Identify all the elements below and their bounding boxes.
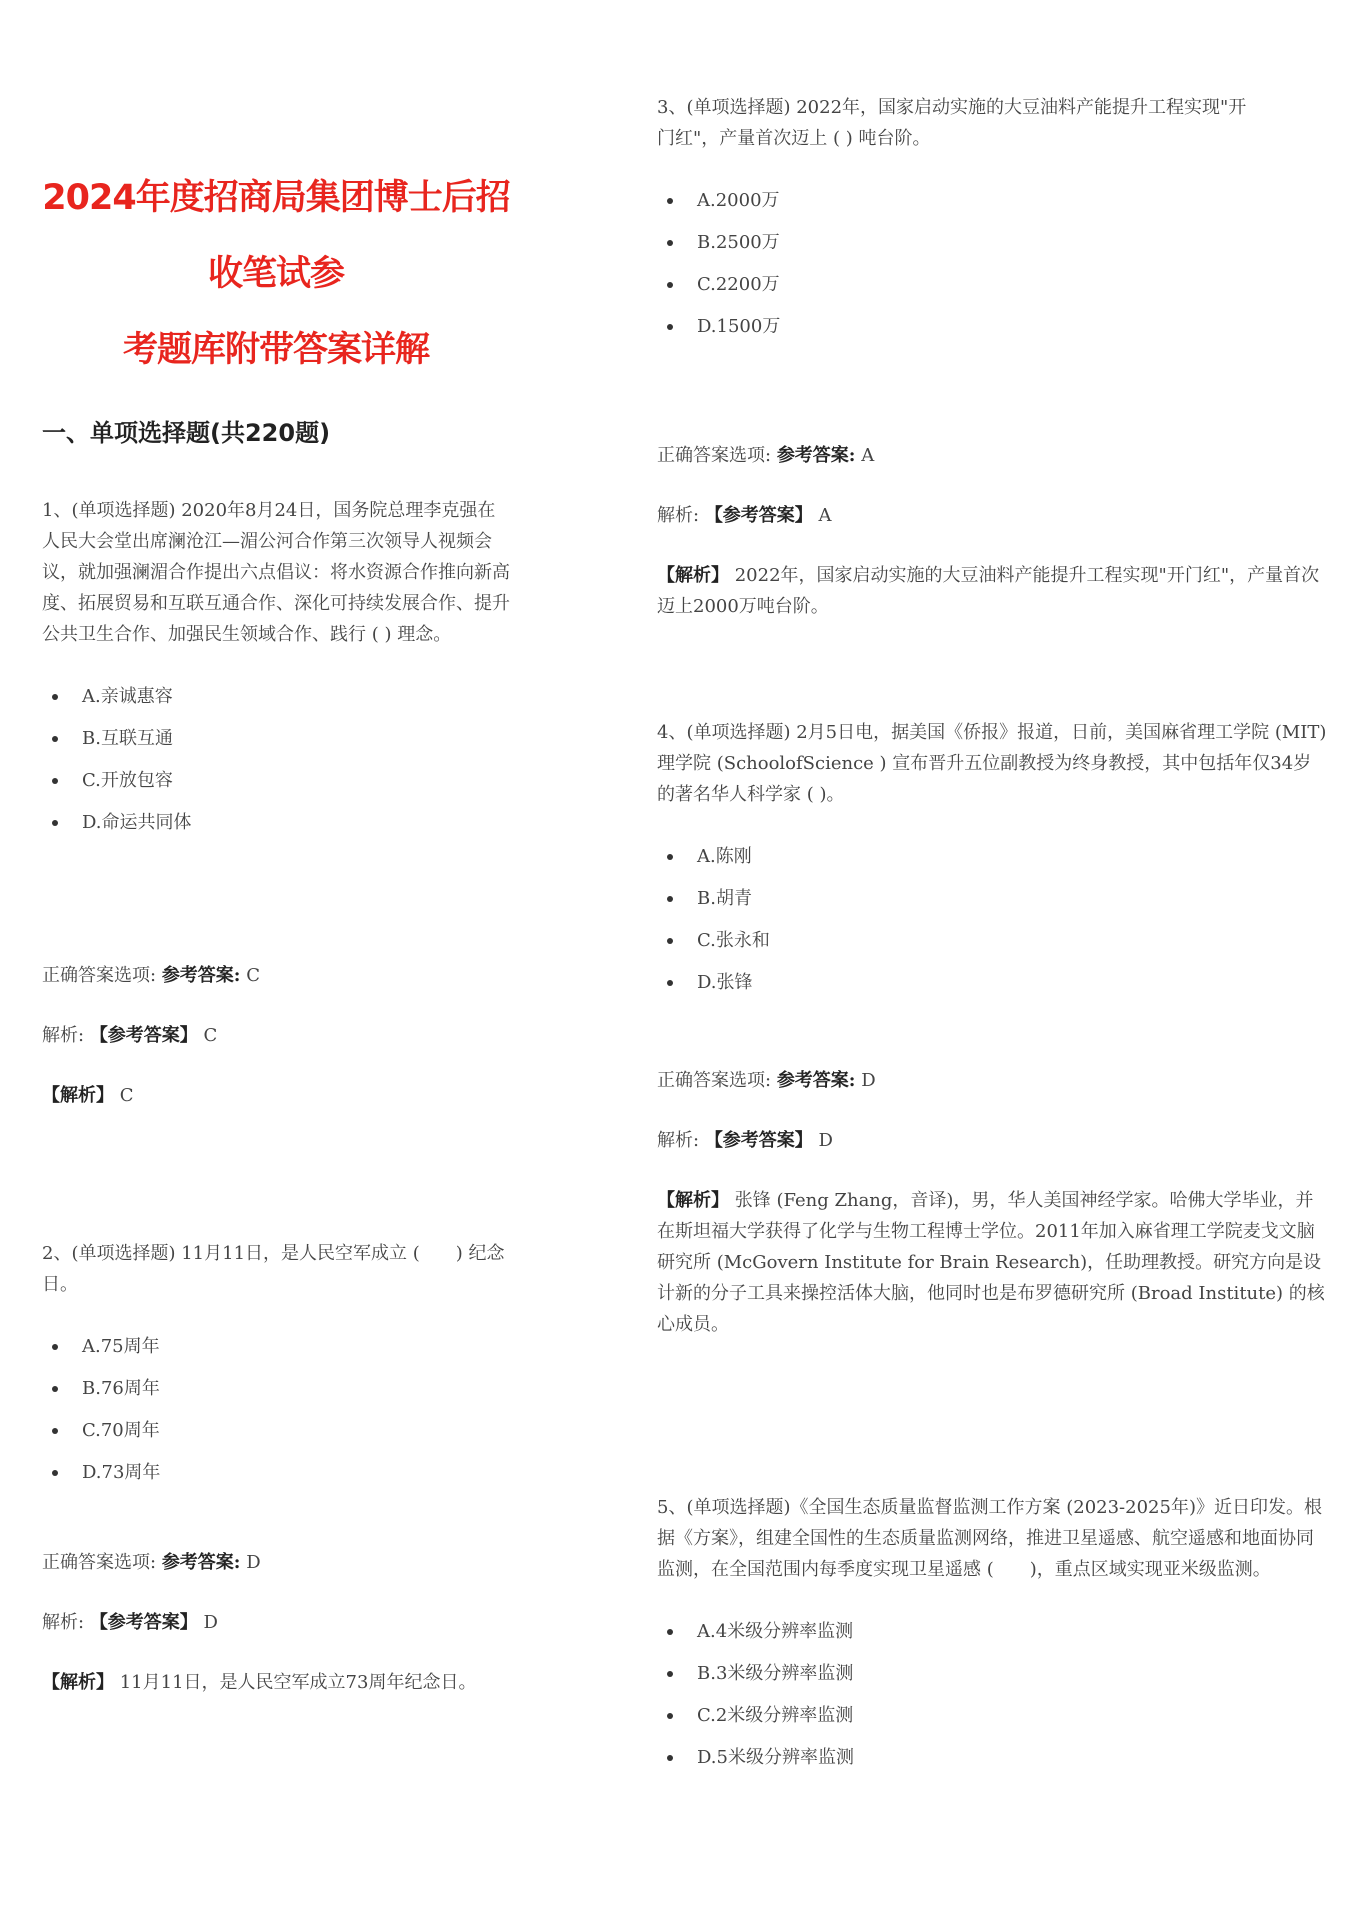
correct-answer-label: 正确答案选项: — [42, 1552, 157, 1573]
explanation-row — [657, 1185, 1327, 1340]
explanation-label: 【解析】 — [42, 1085, 114, 1106]
explanation-label: 【解析】 — [657, 1190, 729, 1211]
option-d[interactable]: D.5米级分辨率监测 — [657, 1737, 1327, 1779]
question-stem: 1、(单项选择题) 2020年8月24日，国务院总理李克强在人民大会堂出席澜沧江—湄公河合作第三次领导人视频会议，就加强澜湄合作提出六点倡议：将水资源合作推向新高度、拓展贸易和互联互通合作、深化可持续发展合作、提升公共卫生合作、加强民生领域合作、践行 ( ) 理念。 — [42, 500, 510, 645]
options-list — [42, 676, 510, 844]
option-d[interactable]: D.张锋 — [657, 962, 1327, 1004]
option-c[interactable]: C.70周年 — [42, 1410, 510, 1452]
options-list — [657, 180, 1257, 348]
answer-block-1 — [42, 960, 510, 1140]
explanation-text: 11月11日，是人民空军成立73周年纪念日。 — [119, 1672, 477, 1693]
correct-answer-row — [657, 1065, 1327, 1096]
options-list — [657, 1611, 1327, 1779]
answer-block-3 — [657, 440, 1327, 651]
correct-answer-row — [42, 1547, 510, 1578]
title-line-1: 2024年度招商局集团博士后招收笔试参 — [42, 178, 510, 294]
analysis-row — [657, 1125, 1327, 1156]
analysis-row — [42, 1020, 510, 1051]
analysis-row — [42, 1607, 510, 1638]
ref-bracket-label: 【参考答案】 — [704, 505, 813, 526]
correct-answer-value: D — [246, 1552, 261, 1573]
analysis-row — [657, 500, 1327, 531]
question-3 — [657, 92, 1257, 348]
question-2 — [42, 1238, 510, 1494]
option-d[interactable]: D.命运共同体 — [42, 802, 510, 844]
option-a[interactable]: A.75周年 — [42, 1326, 510, 1368]
ref-value: D — [818, 1130, 833, 1151]
analysis-label: 解析: — [657, 1130, 700, 1151]
explanation-label: 【解析】 — [657, 565, 729, 586]
option-b[interactable]: B.2500万 — [657, 222, 1257, 264]
explanation-row — [42, 1080, 510, 1111]
analysis-label: 解析: — [657, 505, 700, 526]
ref-bracket-label: 【参考答案】 — [89, 1612, 198, 1633]
correct-answer-label: 正确答案选项: — [657, 445, 772, 466]
explanation-text: 2022年，国家启动实施的大豆油料产能提升工程实现"开门红"，产量首次迈上2000万吨台阶。 — [657, 565, 1320, 617]
explanation-label: 【解析】 — [42, 1672, 114, 1693]
question-5 — [657, 1492, 1327, 1779]
option-c[interactable]: C.张永和 — [657, 920, 1327, 962]
correct-answer-value: A — [861, 445, 875, 466]
option-b[interactable]: B.3米级分辨率监测 — [657, 1653, 1327, 1695]
correct-answer-row — [42, 960, 510, 991]
correct-answer-label: 正确答案选项: — [42, 965, 157, 986]
ref-bracket-label: 【参考答案】 — [704, 1130, 813, 1151]
correct-answer-label: 正确答案选项: — [657, 1070, 772, 1091]
question-stem: 3、(单项选择题) 2022年，国家启动实施的大豆油料产能提升工程实现"开门红"，产量首次迈上 ( ) 吨台阶。 — [657, 97, 1247, 149]
explanation-row — [42, 1667, 510, 1698]
ref-bracket-label: 【参考答案】 — [89, 1025, 198, 1046]
options-list — [657, 836, 1327, 1004]
explanation-row — [657, 560, 1327, 622]
option-d[interactable]: D.73周年 — [42, 1452, 510, 1494]
question-4 — [657, 717, 1327, 1004]
option-b[interactable]: B.胡青 — [657, 878, 1327, 920]
ref-answer-label: 参考答案: — [161, 1552, 241, 1573]
option-c[interactable]: C.2200万 — [657, 264, 1257, 306]
question-1 — [42, 495, 510, 844]
answer-block-2 — [42, 1547, 510, 1727]
option-d[interactable]: D.1500万 — [657, 306, 1257, 348]
option-b[interactable]: B.互联互通 — [42, 718, 510, 760]
answer-block-4 — [657, 1065, 1327, 1369]
ref-value: D — [203, 1612, 218, 1633]
ref-value: A — [818, 505, 832, 526]
ref-answer-label: 参考答案: — [776, 445, 856, 466]
analysis-label: 解析: — [42, 1025, 85, 1046]
explanation-text: C — [119, 1085, 134, 1106]
option-b[interactable]: B.76周年 — [42, 1368, 510, 1410]
section-heading: 一、单项选择题(共220题) — [42, 419, 331, 447]
question-stem: 2、(单项选择题) 11月11日，是人民空军成立 ( ) 纪念日。 — [42, 1243, 505, 1295]
correct-answer-row — [657, 440, 1327, 471]
option-a[interactable]: A.亲诚惠容 — [42, 676, 510, 718]
option-a[interactable]: A.4米级分辨率监测 — [657, 1611, 1327, 1653]
correct-answer-value: C — [246, 965, 260, 986]
explanation-text: 张锋 (Feng Zhang，音译)，男，华人美国神经学家。哈佛大学毕业，并在斯坦福大学获得了化学与生物工程博士学位。2011年加入麻省理工学院麦戈文脑研究所 (McGovern Institute for Brain Research)，任助理教授。研究方向是设计新的分子工具来操控活体大脑，他同时也是布罗德研究所 (Broad Institute) 的核心成员。 — [657, 1190, 1325, 1335]
ref-value: C — [203, 1025, 218, 1046]
document-title — [42, 160, 510, 388]
ref-answer-label: 参考答案: — [161, 965, 241, 986]
options-list — [42, 1326, 510, 1494]
question-stem: 4、(单项选择题) 2月5日电，据美国《侨报》报道，日前，美国麻省理工学院 (MIT) 理学院 (SchoolofScience ) 宣布晋升五位副教授为终身教授，其中包括年仅34岁的著名华人科学家 ( )。 — [657, 722, 1327, 805]
option-a[interactable]: A.陈刚 — [657, 836, 1327, 878]
option-c[interactable]: C.2米级分辨率监测 — [657, 1695, 1327, 1737]
correct-answer-value: D — [861, 1070, 876, 1091]
ref-answer-label: 参考答案: — [776, 1070, 856, 1091]
option-a[interactable]: A.2000万 — [657, 180, 1257, 222]
analysis-label: 解析: — [42, 1612, 85, 1633]
title-line-2: 考题库附带答案详解 — [122, 330, 429, 370]
option-c[interactable]: C.开放包容 — [42, 760, 510, 802]
question-stem: 5、(单项选择题)《全国生态质量监督监测工作方案 (2023-2025年)》近日印发。根据《方案》，组建全国性的生态质量监测网络，推进卫星遥感、航空遥感和地面协同监测，在全国范围内每季度实现卫星遥感 ( )，重点区域实现亚米级监测。 — [657, 1497, 1322, 1580]
